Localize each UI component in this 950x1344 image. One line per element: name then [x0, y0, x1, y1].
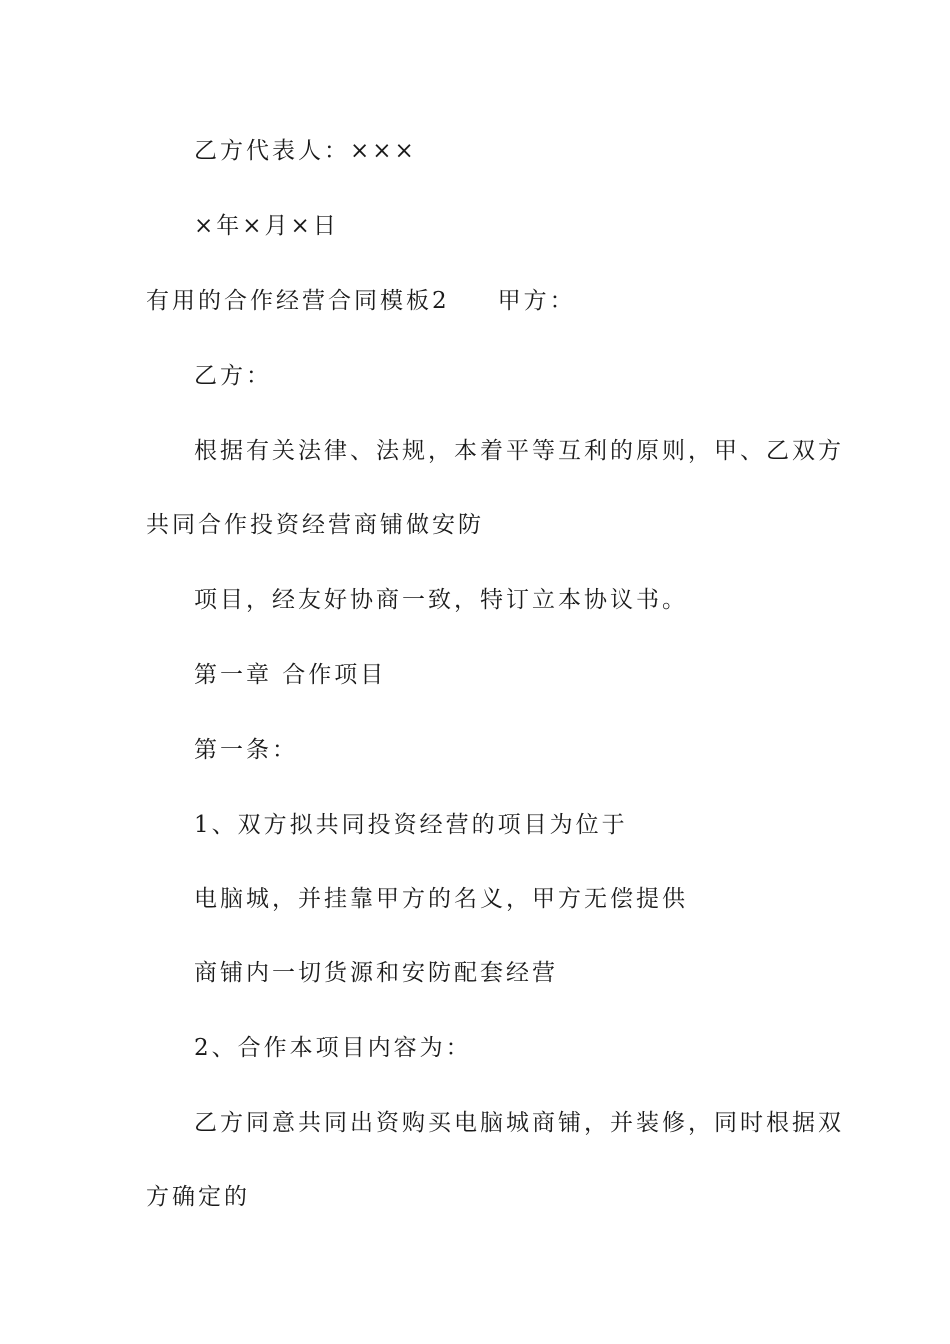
clause-1-line-2: 电脑城，并挂靠甲方的名义，甲方无偿提供: [194, 886, 688, 912]
clause-2-heading: 2、合作本项目内容为：: [194, 1035, 472, 1061]
preamble-line-1: 根据有关法律、法规，本着平等互利的原则，甲、乙双方: [194, 438, 844, 464]
article-heading: 第一条：: [194, 737, 298, 763]
clause-2-line-1: 乙方同意共同出资购买电脑城商铺，并装修，同时根据双: [194, 1110, 844, 1136]
preamble-line-2: 共同合作投资经营商铺做安防: [146, 512, 484, 538]
preamble-line-3: 项目，经友好协商一致，特订立本协议书。: [194, 587, 688, 613]
signature-party-b-representative: 乙方代表人：×××: [194, 138, 417, 164]
clause-2-line-2: 方确定的: [146, 1184, 250, 1210]
clause-1-line-1: 1、双方拟共同投资经营的项目为位于: [194, 812, 628, 838]
template-title: 有用的合作经营合同模板2: [146, 288, 450, 314]
signature-date: ×年×月×日: [194, 213, 339, 239]
chapter-heading: 第一章 合作项目: [194, 662, 387, 688]
party-b-label: 乙方：: [194, 363, 272, 389]
clause-1-line-3: 商铺内一切货源和安防配套经营: [194, 960, 558, 986]
template-title-line: [146, 286, 576, 316]
party-a-label: 甲方：: [497, 288, 576, 314]
